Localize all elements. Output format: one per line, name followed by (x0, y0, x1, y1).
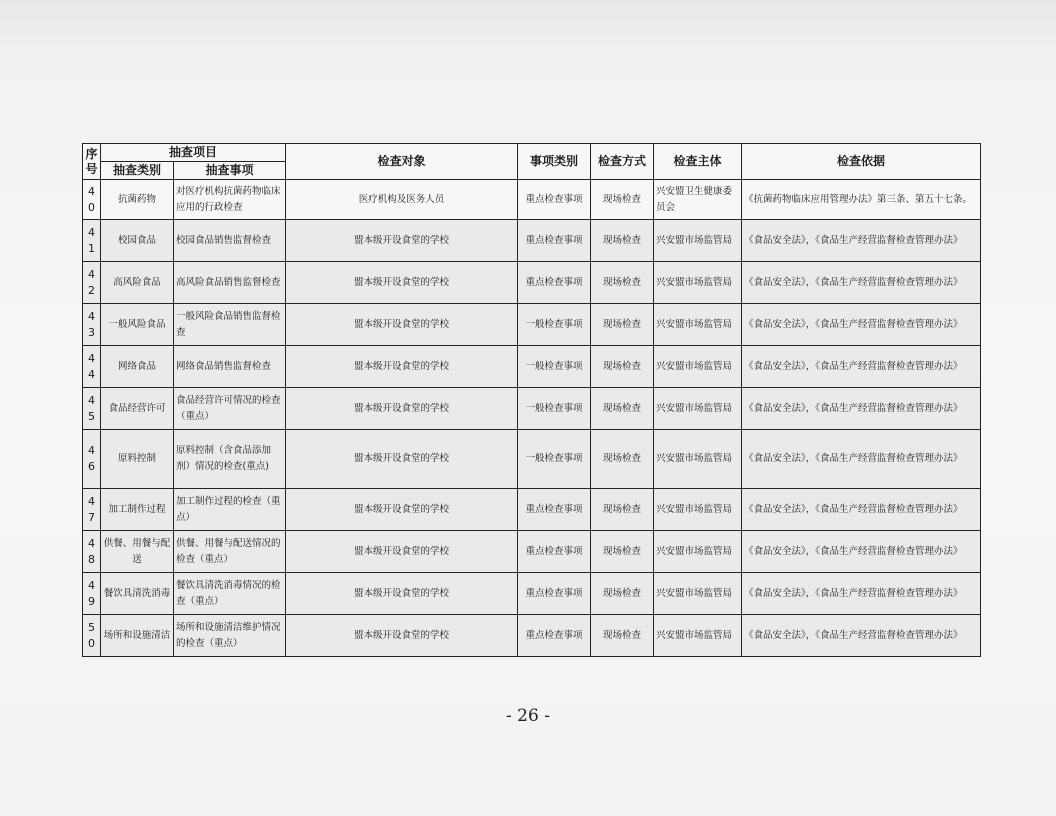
cell-num: 41 (83, 220, 101, 262)
table-header (83, 144, 981, 180)
cell-type: 重点检查事项 (518, 180, 591, 220)
cell-target: 盟本级开设食堂的学校 (286, 262, 518, 304)
cell-basis: 《食品安全法》，《食品生产经营监督检查管理办法》 (742, 531, 981, 573)
cell-item: 食品经营许可情况的检查（重点） (174, 388, 286, 430)
table-row (83, 531, 981, 573)
page-number: - 26 - (506, 706, 550, 726)
cell-num: 48 (83, 531, 101, 573)
cell-subject: 兴安盟卫生健康委员会 (654, 180, 742, 220)
cell-target: 盟本级开设食堂的学校 (286, 388, 518, 430)
header-method: 检查方式 (591, 144, 654, 180)
table-row (83, 346, 981, 388)
cell-category: 校园食品 (101, 220, 174, 262)
table-row (83, 304, 981, 346)
cell-item: 校园食品销售监督检查 (174, 220, 286, 262)
cell-num: 45 (83, 388, 101, 430)
cell-target: 盟本级开设食堂的学校 (286, 615, 518, 657)
table-row (83, 262, 981, 304)
cell-subject: 兴安盟市场监管局 (654, 262, 742, 304)
cell-item: 餐饮具清洗消毒情况的检查（重点） (174, 573, 286, 615)
cell-category: 加工制作过程 (101, 489, 174, 531)
cell-item: 高风险食品销售监督检查 (174, 262, 286, 304)
cell-type: 一般检查事项 (518, 346, 591, 388)
table-row (83, 180, 981, 220)
cell-target: 盟本级开设食堂的学校 (286, 220, 518, 262)
header-target: 检查对象 (286, 144, 518, 180)
header-seq: 序 号 (83, 144, 101, 180)
cell-method: 现场检查 (591, 615, 654, 657)
cell-target: 盟本级开设食堂的学校 (286, 573, 518, 615)
cell-method: 现场检查 (591, 262, 654, 304)
cell-item: 一般风险食品销售监督检查 (174, 304, 286, 346)
cell-category: 餐饮具清洗消毒 (101, 573, 174, 615)
cell-item: 原料控制（含食品添加剂）情况的检查(重点) (174, 430, 286, 489)
cell-method: 现场检查 (591, 180, 654, 220)
cell-category: 供餐、用餐与配送 (101, 531, 174, 573)
header-subject: 检查主体 (654, 144, 742, 180)
cell-basis: 《抗菌药物临床应用管理办法》第三条、第五十七条。 (742, 180, 981, 220)
cell-category: 抗菌药物 (101, 180, 174, 220)
cell-method: 现场检查 (591, 430, 654, 489)
cell-basis: 《食品安全法》，《食品生产经营监督检查管理办法》 (742, 346, 981, 388)
cell-subject: 兴安盟市场监管局 (654, 615, 742, 657)
cell-subject: 兴安盟市场监管局 (654, 573, 742, 615)
cell-num: 42 (83, 262, 101, 304)
cell-subject: 兴安盟市场监管局 (654, 346, 742, 388)
table-row (83, 388, 981, 430)
cell-target: 盟本级开设食堂的学校 (286, 304, 518, 346)
cell-basis: 《食品安全法》，《食品生产经营监督检查管理办法》 (742, 262, 981, 304)
table-row (83, 220, 981, 262)
cell-basis: 《食品安全法》，《食品生产经营监督检查管理办法》 (742, 304, 981, 346)
cell-target: 盟本级开设食堂的学校 (286, 489, 518, 531)
cell-type: 重点检查事项 (518, 573, 591, 615)
table-body (83, 180, 981, 657)
cell-num: 49 (83, 573, 101, 615)
cell-basis: 《食品安全法》，《食品生产经营监督检查管理办法》 (742, 573, 981, 615)
cell-basis: 《食品安全法》，《食品生产经营监督检查管理办法》 (742, 489, 981, 531)
cell-subject: 兴安盟市场监管局 (654, 489, 742, 531)
cell-method: 现场检查 (591, 304, 654, 346)
cell-num: 46 (83, 430, 101, 489)
header-project-group: 抽查项目 (101, 144, 286, 162)
cell-type: 重点检查事项 (518, 262, 591, 304)
header-item: 抽查事项 (174, 162, 286, 180)
cell-basis: 《食品安全法》，《食品生产经营监督检查管理办法》 (742, 430, 981, 489)
cell-category: 网络食品 (101, 346, 174, 388)
cell-item: 网络食品销售监督检查 (174, 346, 286, 388)
table-row (83, 573, 981, 615)
cell-category: 高风险食品 (101, 262, 174, 304)
cell-subject: 兴安盟市场监管局 (654, 430, 742, 489)
cell-type: 重点检查事项 (518, 531, 591, 573)
cell-subject: 兴安盟市场监管局 (654, 531, 742, 573)
cell-subject: 兴安盟市场监管局 (654, 388, 742, 430)
table-row (83, 489, 981, 531)
cell-category: 场所和设施清洁 (101, 615, 174, 657)
cell-item: 供餐、用餐与配送情况的检查（重点） (174, 531, 286, 573)
cell-basis: 《食品安全法》，《食品生产经营监督检查管理办法》 (742, 388, 981, 430)
header-basis: 检查依据 (742, 144, 981, 180)
header-type: 事项类别 (518, 144, 591, 180)
cell-method: 现场检查 (591, 573, 654, 615)
cell-item: 场所和设施清洁维护情况的检查（重点） (174, 615, 286, 657)
cell-item: 对医疗机构抗菌药物临床应用的行政检查 (174, 180, 286, 220)
cell-target: 盟本级开设食堂的学校 (286, 430, 518, 489)
cell-method: 现场检查 (591, 388, 654, 430)
cell-target: 盟本级开设食堂的学校 (286, 346, 518, 388)
cell-category: 食品经营许可 (101, 388, 174, 430)
cell-num: 50 (83, 615, 101, 657)
cell-basis: 《食品安全法》，《食品生产经营监督检查管理办法》 (742, 220, 981, 262)
cell-category: 一般风险食品 (101, 304, 174, 346)
cell-basis: 《食品安全法》，《食品生产经营监督检查管理办法》 (742, 615, 981, 657)
cell-num: 40 (83, 180, 101, 220)
table-row (83, 615, 981, 657)
header-category: 抽查类别 (101, 162, 174, 180)
cell-method: 现场检查 (591, 346, 654, 388)
cell-target: 医疗机构及医务人员 (286, 180, 518, 220)
cell-num: 43 (83, 304, 101, 346)
cell-type: 重点检查事项 (518, 615, 591, 657)
cell-subject: 兴安盟市场监管局 (654, 220, 742, 262)
cell-method: 现场检查 (591, 220, 654, 262)
cell-type: 一般检查事项 (518, 304, 591, 346)
cell-target: 盟本级开设食堂的学校 (286, 531, 518, 573)
cell-method: 现场检查 (591, 489, 654, 531)
cell-type: 重点检查事项 (518, 489, 591, 531)
cell-category: 原料控制 (101, 430, 174, 489)
cell-method: 现场检查 (591, 531, 654, 573)
cell-num: 44 (83, 346, 101, 388)
cell-item: 加工制作过程的检查（重点） (174, 489, 286, 531)
cell-num: 47 (83, 489, 101, 531)
inspection-table (82, 143, 981, 657)
cell-subject: 兴安盟市场监管局 (654, 304, 742, 346)
cell-type: 重点检查事项 (518, 220, 591, 262)
table-row (83, 430, 981, 489)
cell-type: 一般检查事项 (518, 388, 591, 430)
cell-type: 一般检查事项 (518, 430, 591, 489)
